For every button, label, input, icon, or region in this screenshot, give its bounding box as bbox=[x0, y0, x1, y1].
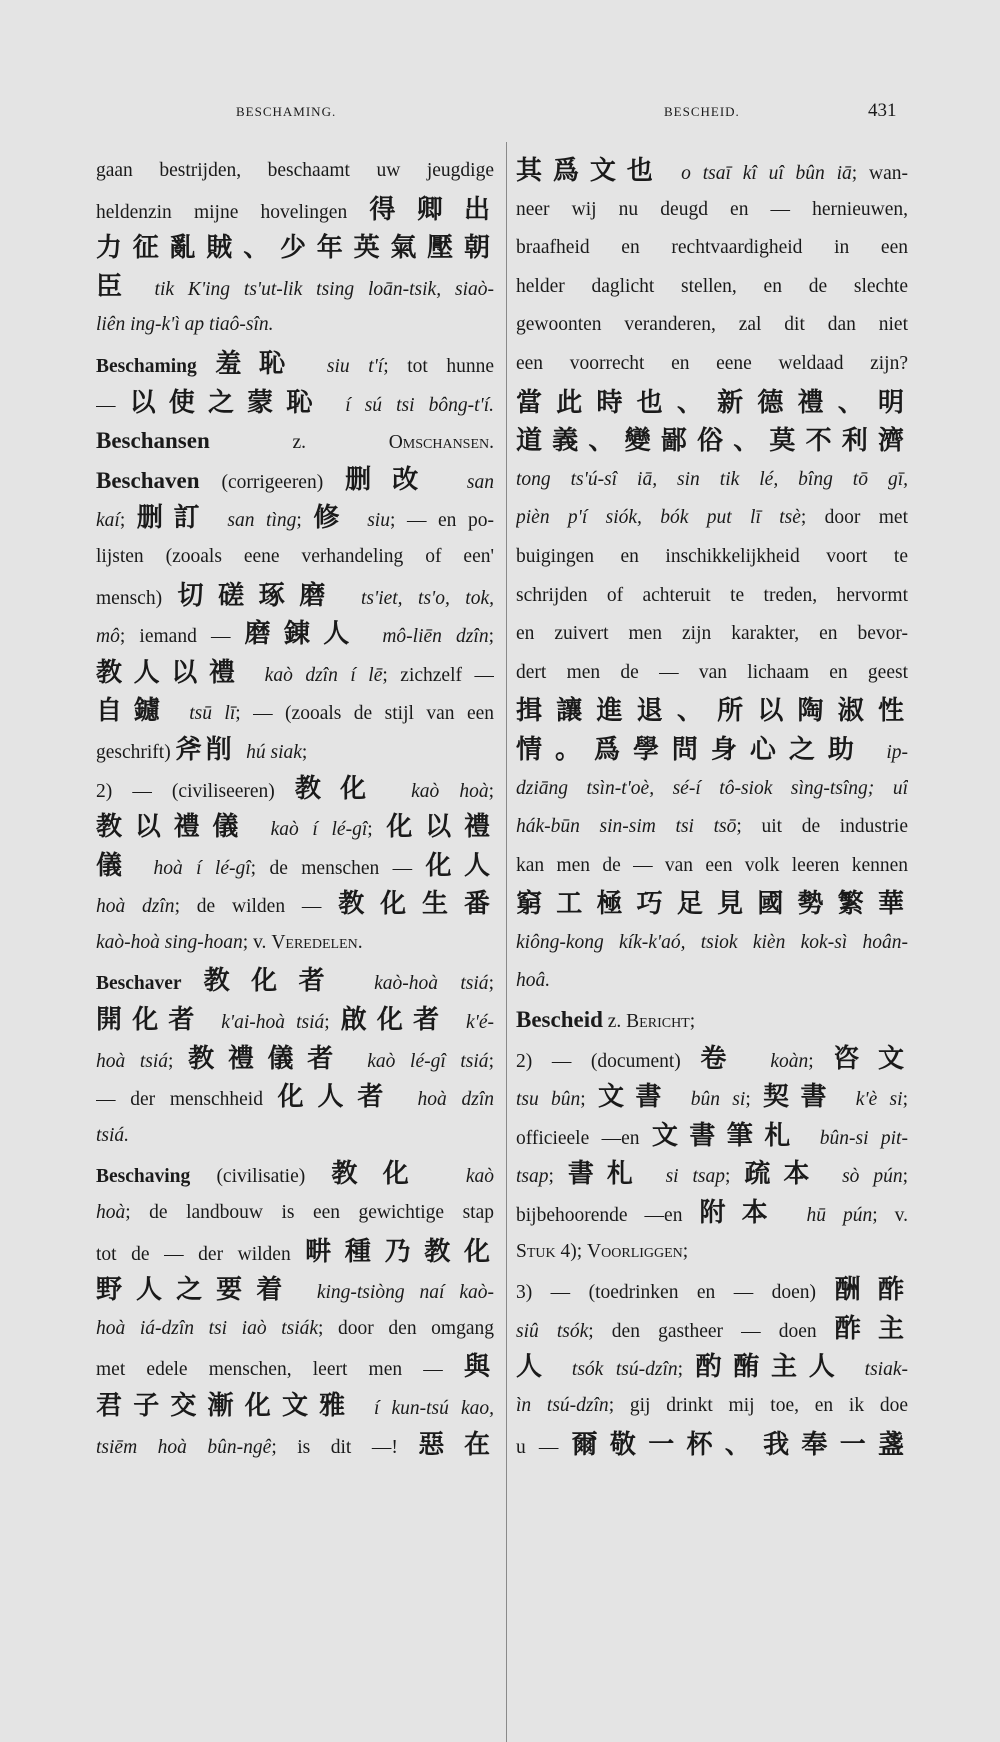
romanization: kaò í lé-gî bbox=[270, 819, 368, 841]
text-segment: ; bbox=[745, 1089, 764, 1111]
romanization: tong ts'ú-sî iā, sin tik lé, bîng tō gī, bbox=[516, 468, 908, 490]
romanization: siû tsók bbox=[516, 1320, 589, 1342]
chinese-characters: 教人以禮 bbox=[96, 657, 265, 687]
running-head-right: BESCHEID. bbox=[664, 104, 740, 119]
chinese-characters: 斧削 bbox=[175, 734, 247, 764]
chinese-characters: 化以禮 bbox=[386, 812, 494, 842]
text-segment: 4); bbox=[555, 1240, 588, 1262]
chinese-characters: 揖讓進退、所以陶淑性 bbox=[516, 696, 908, 726]
romanization: í kun-tsú kao, bbox=[374, 1398, 494, 1419]
romanization: kaí bbox=[96, 510, 120, 532]
text-line bbox=[516, 499, 908, 538]
text-segment: ; bbox=[168, 1050, 189, 1072]
text-segment: ; bbox=[808, 1050, 834, 1072]
romanization: tsap bbox=[516, 1166, 549, 1188]
text-segment: een voorrecht en eene weldaad zijn? bbox=[516, 352, 908, 374]
romanization: hák-būn sin-sim tsi tsō bbox=[516, 816, 737, 838]
romanization: tsu bûn bbox=[516, 1089, 581, 1111]
text-segment: ; bbox=[580, 1089, 599, 1111]
text-line bbox=[516, 384, 908, 423]
text-segment: neer wij nu deugd en — hernieuwen, bbox=[516, 198, 908, 220]
text-line bbox=[516, 808, 908, 847]
romanization: ip- bbox=[886, 741, 908, 763]
text-segment: ; bbox=[324, 1012, 341, 1034]
text-line bbox=[516, 345, 908, 384]
chinese-characters: 道義、變鄙俗、莫不利濟 bbox=[516, 426, 908, 456]
romanization: hoà í lé-gî bbox=[153, 857, 251, 879]
text-segment: dert men de — van lichaam en geest bbox=[516, 661, 908, 683]
romanization: tsiá. bbox=[96, 1124, 130, 1146]
text-line bbox=[96, 345, 494, 384]
text-segment: geschrift) bbox=[96, 741, 176, 763]
text-segment: ; bbox=[301, 741, 308, 763]
romanization: k'ai-hoà tsiá bbox=[221, 1012, 325, 1034]
text-segment: officieele —en bbox=[516, 1127, 652, 1149]
text-segment: ; bbox=[902, 1089, 908, 1111]
text-line bbox=[96, 1310, 494, 1349]
romanization: hoà bbox=[96, 1202, 126, 1224]
chinese-characters: 羞恥 bbox=[215, 348, 327, 378]
text-line bbox=[96, 268, 494, 307]
text-segment: lijsten (zooals eene verhandeling of een' bbox=[96, 545, 494, 567]
romanization: bûn si bbox=[690, 1089, 746, 1111]
text-segment: mensch) bbox=[96, 587, 178, 609]
text-segment: ; door den omgang bbox=[318, 1317, 494, 1339]
text-line bbox=[96, 1040, 494, 1079]
text-segment: ; door met bbox=[800, 507, 908, 529]
chinese-characters: 咨文 bbox=[833, 1043, 908, 1073]
romanization: kaò-hoà tsiá bbox=[374, 973, 489, 995]
text-segment: kan men de — van een volk leeren kennen bbox=[516, 854, 908, 876]
text-segment: helder daglicht stellen, en de slechte bbox=[516, 275, 908, 297]
text-segment: ; bbox=[296, 510, 314, 532]
right-column bbox=[516, 152, 908, 1464]
text-line bbox=[516, 1117, 908, 1156]
chinese-characters: 爾敬一杯、我奉一盞 bbox=[571, 1429, 908, 1459]
text-line bbox=[96, 615, 494, 654]
text-segment: schrijden of achteruit te treden, hervormt bbox=[516, 584, 908, 606]
text-segment: ; uit de industrie bbox=[736, 816, 908, 838]
text-line bbox=[96, 191, 494, 230]
romanization: o tsaī kî uî bûn iā bbox=[681, 163, 852, 184]
text-line bbox=[96, 731, 494, 770]
text-segment: buigingen en inschikkelijkheid voort te bbox=[516, 545, 908, 567]
romanization: hū pún bbox=[806, 1205, 873, 1227]
chinese-characters: 教化生番 bbox=[338, 889, 494, 919]
text-line bbox=[96, 770, 494, 809]
chinese-characters: 教化 bbox=[331, 1159, 466, 1189]
chinese-characters: 其爲文也 bbox=[516, 156, 682, 185]
text-line bbox=[516, 1040, 908, 1079]
text-segment: ; de landbouw is een gewichtige stap bbox=[125, 1202, 494, 1224]
romanization: ts'iet, ts'o, tok, bbox=[361, 587, 494, 609]
text-line bbox=[96, 422, 494, 461]
text-line bbox=[516, 1078, 908, 1117]
text-segment: tot de — der wilden bbox=[96, 1243, 306, 1265]
text-segment: ; tot hunne bbox=[383, 355, 494, 377]
text-line bbox=[96, 808, 494, 847]
chinese-characters: 人 bbox=[516, 1352, 572, 1382]
text-segment: — bbox=[96, 394, 130, 416]
text-line bbox=[96, 499, 494, 538]
romanization: mô bbox=[96, 626, 120, 648]
headword: Beschansen bbox=[96, 428, 210, 454]
text-segment: ; den gastheer — doen bbox=[588, 1320, 835, 1342]
romanization: tsiak- bbox=[864, 1359, 908, 1381]
text-line bbox=[516, 654, 908, 693]
text-segment: ; v. bbox=[242, 931, 272, 953]
text-segment: (corrigeeren) bbox=[199, 471, 346, 493]
romanization: bûn-si pit- bbox=[819, 1127, 908, 1149]
romanization: hoâ. bbox=[516, 970, 551, 992]
romanization: hú siak bbox=[246, 741, 302, 763]
running-head-left: BESCHAMING. bbox=[236, 104, 337, 119]
romanization: tsók tsú-dzîn bbox=[571, 1359, 678, 1381]
chinese-characters: 情。爲學問身心之助 bbox=[516, 734, 887, 764]
romanization: í sú tsi bông-t'í. bbox=[345, 394, 494, 416]
text-segment: ; bbox=[677, 1359, 696, 1381]
text-segment: 3) — (toedrinken en — doen) bbox=[516, 1282, 835, 1304]
text-line bbox=[516, 1271, 908, 1310]
text-segment: ; bbox=[725, 1166, 745, 1188]
romanization: kaò-hoà sing-hoan bbox=[96, 931, 243, 953]
text-line bbox=[516, 1426, 908, 1465]
text-segment: ; — en po- bbox=[389, 510, 494, 532]
romanization: hoà tsiá bbox=[96, 1050, 169, 1072]
text-line bbox=[96, 654, 494, 693]
text-segment: met edele menschen, leert men — bbox=[96, 1359, 464, 1381]
romanization: mô-liēn dzîn bbox=[382, 626, 489, 648]
romanization: hoà dzîn bbox=[417, 1089, 494, 1111]
text-segment: braafheid en rechtvaardigheid in een bbox=[516, 237, 908, 259]
romanization: king-tsiòng naí kaò- bbox=[316, 1282, 494, 1304]
text-segment: ; bbox=[488, 1050, 494, 1072]
chinese-characters: 自鑢 bbox=[96, 696, 190, 726]
chinese-characters: 開化者 bbox=[96, 1005, 222, 1035]
text-line bbox=[516, 770, 908, 809]
chinese-characters: 化人 bbox=[425, 850, 494, 880]
text-line bbox=[516, 1001, 908, 1040]
chinese-characters: 以使之蒙恥 bbox=[129, 387, 346, 417]
text-line bbox=[516, 461, 908, 500]
left-column bbox=[96, 152, 494, 1464]
chinese-characters: 化人者 bbox=[277, 1082, 418, 1112]
chinese-characters: 删訂 bbox=[136, 503, 228, 533]
text-line bbox=[516, 191, 908, 230]
text-segment: ; v. bbox=[872, 1205, 908, 1227]
text-segment: ; wan- bbox=[851, 163, 908, 184]
text-line bbox=[516, 692, 908, 731]
text-segment: ; iemand — bbox=[119, 626, 245, 648]
headword: Beschaming bbox=[96, 355, 216, 377]
text-line bbox=[96, 1271, 494, 1310]
text-line bbox=[516, 229, 908, 268]
romanization: kaò lé-gî tsiá bbox=[367, 1050, 489, 1072]
text-line bbox=[516, 1194, 908, 1233]
text-segment: Omschansen. bbox=[388, 432, 494, 454]
text-segment: Voorliggen bbox=[587, 1240, 683, 1262]
text-segment: ; bbox=[682, 1240, 689, 1262]
chinese-characters: 與 bbox=[463, 1352, 494, 1382]
text-segment: (civilisatie) bbox=[190, 1166, 332, 1188]
headword: Bescheid bbox=[516, 1007, 603, 1033]
romanization: kaò dzîn í lē bbox=[264, 664, 383, 686]
text-segment: Stuk bbox=[516, 1240, 556, 1262]
text-segment: ; bbox=[119, 510, 137, 532]
text-line bbox=[516, 885, 908, 924]
text-segment: ; bbox=[367, 819, 387, 841]
text-segment: ; bbox=[488, 973, 494, 995]
romanization: sò pún bbox=[842, 1166, 903, 1188]
text-segment: u — bbox=[516, 1436, 572, 1458]
text-segment: z. bbox=[209, 432, 389, 454]
chinese-characters: 得卿出 bbox=[369, 194, 494, 224]
text-line bbox=[96, 461, 494, 500]
chinese-characters: 臣 bbox=[96, 271, 155, 301]
chinese-characters: 教以禮儀 bbox=[96, 812, 271, 842]
text-line bbox=[96, 924, 494, 963]
romanization: kaò bbox=[465, 1166, 494, 1188]
text-segment: Veredelen. bbox=[271, 931, 363, 953]
text-line bbox=[96, 384, 494, 423]
chinese-characters: 卷 bbox=[700, 1043, 771, 1073]
text-line bbox=[516, 1310, 908, 1349]
romanization: si tsap bbox=[665, 1166, 726, 1188]
text-line bbox=[96, 1348, 494, 1387]
text-line bbox=[96, 962, 494, 1001]
chinese-characters: 酌酭主人 bbox=[695, 1352, 865, 1382]
text-line bbox=[96, 692, 494, 731]
headword: Beschaven bbox=[96, 467, 200, 493]
text-segment: gaan bestrijden, beschaamt uw jeugdige bbox=[96, 160, 494, 181]
romanization: san tìng bbox=[227, 510, 297, 532]
text-line bbox=[516, 1348, 908, 1387]
chinese-characters: 力征亂賊、少年英氣壓朝 bbox=[96, 233, 494, 263]
text-line bbox=[96, 306, 494, 345]
text-line bbox=[96, 1117, 494, 1156]
chinese-characters: 野人之要着 bbox=[96, 1275, 317, 1305]
headword: Beschaver bbox=[96, 973, 204, 995]
text-segment: ; bbox=[902, 1166, 908, 1188]
text-line bbox=[96, 847, 494, 886]
text-line bbox=[96, 885, 494, 924]
text-line bbox=[516, 962, 908, 1001]
headword: Beschaving bbox=[96, 1166, 191, 1188]
chinese-characters: 文書筆札 bbox=[651, 1120, 820, 1150]
text-segment: heldenzin mijne hovelingen bbox=[96, 201, 370, 223]
text-segment: ; de wilden — bbox=[174, 896, 339, 918]
text-line bbox=[96, 1426, 494, 1465]
text-line bbox=[516, 1233, 908, 1272]
text-line bbox=[516, 577, 908, 616]
text-line bbox=[516, 1387, 908, 1426]
text-line bbox=[96, 538, 494, 577]
chinese-characters: 惡在 bbox=[418, 1429, 494, 1459]
text-line bbox=[96, 1078, 494, 1117]
chinese-characters: 酬酢 bbox=[834, 1275, 908, 1305]
text-segment: z. bbox=[602, 1011, 627, 1033]
chinese-characters: 儀 bbox=[96, 850, 154, 880]
chinese-characters: 君子交漸化文雅 bbox=[96, 1391, 375, 1420]
text-segment: en zuivert men zijn karakter, en bevor- bbox=[516, 623, 908, 645]
romanization: kaò hoà bbox=[411, 780, 489, 802]
text-segment: ; gij drinkt mij toe, en ik doe bbox=[608, 1395, 908, 1416]
text-segment: ; bbox=[488, 626, 494, 648]
chinese-characters: 教禮儀者 bbox=[188, 1043, 368, 1073]
text-segment: ; zichzelf — bbox=[382, 664, 494, 686]
chinese-characters: 窮工極巧足見國勢繁華 bbox=[516, 889, 908, 919]
chinese-characters: 切磋琢磨 bbox=[177, 580, 362, 610]
romanization: k'é- bbox=[466, 1012, 494, 1034]
text-segment: ; bbox=[488, 780, 494, 802]
text-line bbox=[96, 1001, 494, 1040]
chinese-characters: 當此時也、新德禮、明 bbox=[516, 387, 908, 417]
chinese-characters: 教化 bbox=[294, 773, 412, 803]
text-line bbox=[96, 152, 494, 191]
text-line bbox=[96, 1155, 494, 1194]
romanization: ìn tsú-dzîn bbox=[516, 1395, 609, 1416]
romanization: kiông-kong kík-k'aó, tsiok kièn kok-sì hoân- bbox=[516, 931, 908, 953]
romanization: hoà dzîn bbox=[96, 896, 175, 918]
text-segment: 2) — (document) bbox=[516, 1050, 701, 1072]
text-segment: Bericht bbox=[626, 1011, 690, 1033]
text-line bbox=[516, 847, 908, 886]
text-line bbox=[96, 1233, 494, 1272]
romanization: siu t'í bbox=[326, 355, 384, 377]
text-line bbox=[516, 924, 908, 963]
chinese-characters: 修 bbox=[313, 503, 368, 533]
chinese-characters: 附本 bbox=[699, 1198, 807, 1228]
text-segment: bijbehoorende —en bbox=[516, 1205, 700, 1227]
text-segment: ; is dit —! bbox=[271, 1436, 419, 1458]
chinese-characters: 删改 bbox=[345, 464, 467, 494]
chinese-characters: 文書 bbox=[598, 1082, 691, 1112]
text-segment: gewoonten veranderen, zal dit dan niet bbox=[516, 314, 908, 336]
chinese-characters: 教化者 bbox=[203, 966, 375, 996]
romanization: pièn p'í siók, bók put lī tsè bbox=[516, 507, 801, 529]
romanization: siu bbox=[367, 510, 390, 532]
text-line bbox=[516, 306, 908, 345]
text-segment: 2) — (civiliseeren) bbox=[96, 780, 295, 802]
text-segment: ; bbox=[689, 1011, 696, 1033]
text-segment: — der menschheid bbox=[96, 1089, 278, 1111]
chinese-characters: 磨錬人 bbox=[244, 619, 383, 649]
text-line bbox=[516, 422, 908, 461]
page-number: 431 bbox=[868, 100, 897, 121]
text-segment: ; — (zooals de stijl van een bbox=[235, 703, 494, 725]
text-line bbox=[96, 1194, 494, 1233]
text-line bbox=[96, 577, 494, 616]
romanization: liên ing-k'ì ap tiaô-sîn. bbox=[96, 314, 274, 336]
chinese-characters: 畊種乃教化 bbox=[305, 1236, 494, 1266]
text-line bbox=[516, 1155, 908, 1194]
romanization: san bbox=[466, 471, 494, 493]
romanization: tsiēm hoà bûn-ngê bbox=[96, 1436, 272, 1458]
chinese-characters: 疏本 bbox=[744, 1159, 843, 1189]
chinese-characters: 酢主 bbox=[834, 1313, 908, 1343]
text-line bbox=[516, 538, 908, 577]
text-line bbox=[516, 152, 908, 191]
text-segment: ; bbox=[548, 1166, 568, 1188]
text-line bbox=[516, 615, 908, 654]
chinese-characters: 啟化者 bbox=[340, 1005, 466, 1035]
romanization: tsū lī bbox=[189, 703, 236, 725]
romanization: tik K'ing ts'ut-lik tsing loān-tsik, siaò- bbox=[154, 278, 494, 300]
text-segment: ; de menschen — bbox=[250, 857, 426, 879]
chinese-characters: 契書 bbox=[763, 1082, 856, 1112]
text-line bbox=[516, 731, 908, 770]
romanization: koàn bbox=[770, 1050, 809, 1072]
text-line bbox=[516, 268, 908, 307]
romanization: k'è si bbox=[855, 1089, 903, 1111]
romanization: hoà iá-dzîn tsi iaò tsiák bbox=[96, 1317, 319, 1339]
chinese-characters: 書札 bbox=[567, 1159, 666, 1189]
text-line bbox=[96, 1387, 494, 1426]
romanization: dziāng tsìn-t'oè, sé-í tô-siok sìng-tsîng; uî bbox=[516, 777, 908, 799]
column-divider bbox=[506, 142, 507, 1742]
text-line bbox=[96, 229, 494, 268]
